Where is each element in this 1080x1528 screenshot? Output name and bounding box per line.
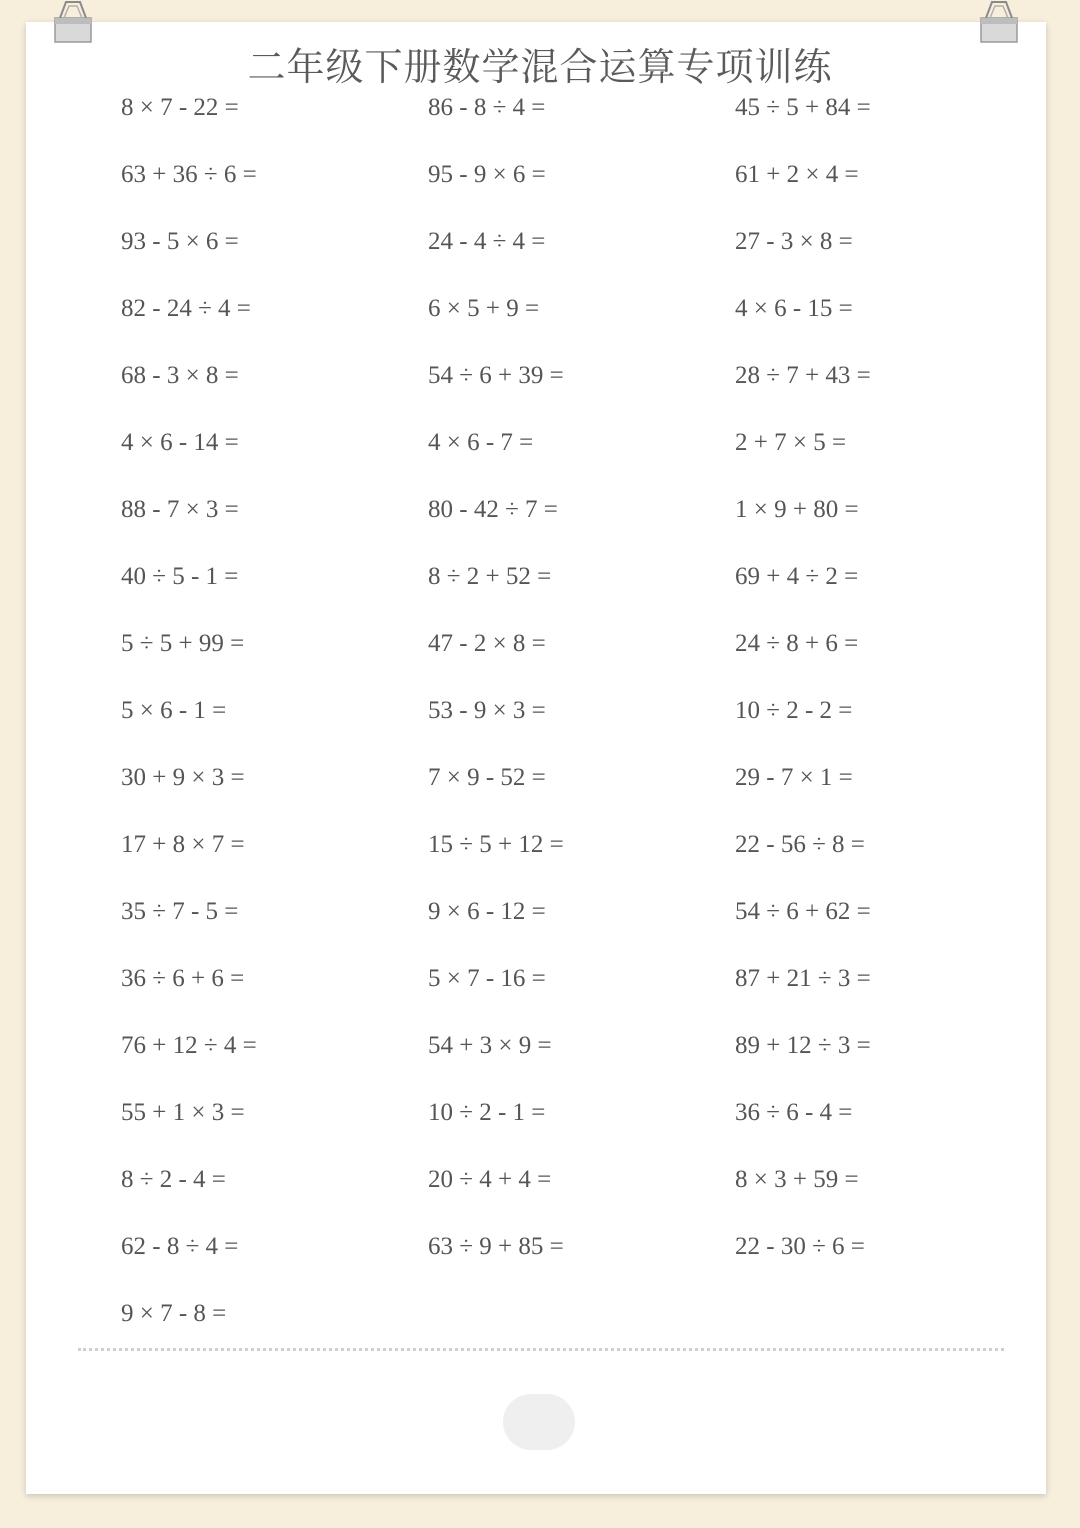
math-problem: 5 ÷ 5 + 99 = — [121, 630, 245, 657]
math-problem: 20 ÷ 4 + 4 = — [428, 1166, 552, 1193]
math-problem: 5 × 7 - 16 = — [428, 965, 546, 992]
math-problem: 9 × 7 - 8 = — [121, 1300, 227, 1327]
math-problem: 5 × 6 - 1 = — [121, 697, 227, 724]
math-problem: 8 ÷ 2 + 52 = — [428, 563, 552, 590]
math-problem: 4 × 6 - 7 = — [428, 429, 534, 456]
math-problem: 63 + 36 ÷ 6 = — [121, 161, 257, 188]
math-problem: 69 + 4 ÷ 2 = — [735, 563, 859, 590]
math-problem: 54 ÷ 6 + 62 = — [735, 898, 871, 925]
math-problem: 40 ÷ 5 - 1 = — [121, 563, 239, 590]
math-problem: 62 - 8 ÷ 4 = — [121, 1233, 239, 1260]
dotted-divider — [78, 1348, 1004, 1351]
math-problem: 53 - 9 × 3 = — [428, 697, 546, 724]
math-problem: 76 + 12 ÷ 4 = — [121, 1032, 257, 1059]
math-problem: 4 × 6 - 15 = — [735, 295, 853, 322]
math-problem: 24 ÷ 8 + 6 = — [735, 630, 859, 657]
math-problem: 15 ÷ 5 + 12 = — [428, 831, 564, 858]
math-problem: 22 - 56 ÷ 8 = — [735, 831, 865, 858]
math-problem: 55 + 1 × 3 = — [121, 1099, 245, 1126]
math-problem: 36 ÷ 6 + 6 = — [121, 965, 245, 992]
math-problem: 47 - 2 × 8 = — [428, 630, 546, 657]
math-problem: 88 - 7 × 3 = — [121, 496, 239, 523]
math-problem: 86 - 8 ÷ 4 = — [428, 94, 546, 121]
math-problem: 35 ÷ 7 - 5 = — [121, 898, 239, 925]
math-problem: 9 × 6 - 12 = — [428, 898, 546, 925]
math-problem: 2 + 7 × 5 = — [735, 429, 847, 456]
math-problem: 6 × 5 + 9 = — [428, 295, 540, 322]
math-problem: 10 ÷ 2 - 1 = — [428, 1099, 546, 1126]
math-problem: 87 + 21 ÷ 3 = — [735, 965, 871, 992]
math-problem: 54 ÷ 6 + 39 = — [428, 362, 564, 389]
math-problem: 30 + 9 × 3 = — [121, 764, 245, 791]
math-problem: 7 × 9 - 52 = — [428, 764, 546, 791]
math-problem: 68 - 3 × 8 = — [121, 362, 239, 389]
math-problem: 27 - 3 × 8 = — [735, 228, 853, 255]
page-title: 二年级下册数学混合运算专项训练 — [247, 45, 833, 89]
math-problem: 8 × 7 - 22 = — [121, 94, 239, 121]
math-problem: 80 - 42 ÷ 7 = — [428, 496, 558, 523]
math-problem: 1 × 9 + 80 = — [735, 496, 859, 523]
math-problem: 22 - 30 ÷ 6 = — [735, 1233, 865, 1260]
math-problem: 29 - 7 × 1 = — [735, 764, 853, 791]
math-problem: 4 × 6 - 14 = — [121, 429, 239, 456]
math-problem: 93 - 5 × 6 = — [121, 228, 239, 255]
page-indicator — [503, 1394, 575, 1450]
math-problem: 82 - 24 ÷ 4 = — [121, 295, 251, 322]
math-problem: 24 - 4 ÷ 4 = — [428, 228, 546, 255]
math-problem: 8 × 3 + 59 = — [735, 1166, 859, 1193]
math-problem: 89 + 12 ÷ 3 = — [735, 1032, 871, 1059]
math-problem: 36 ÷ 6 - 4 = — [735, 1099, 853, 1126]
math-problem: 17 + 8 × 7 = — [121, 831, 245, 858]
math-problem: 63 ÷ 9 + 85 = — [428, 1233, 564, 1260]
math-problem: 95 - 9 × 6 = — [428, 161, 546, 188]
math-problem: 54 + 3 × 9 = — [428, 1032, 552, 1059]
math-problem: 61 + 2 × 4 = — [735, 161, 859, 188]
math-problem: 10 ÷ 2 - 2 = — [735, 697, 853, 724]
math-problem: 28 ÷ 7 + 43 = — [735, 362, 871, 389]
math-problem: 45 ÷ 5 + 84 = — [735, 94, 871, 121]
math-problem: 8 ÷ 2 - 4 = — [121, 1166, 226, 1193]
